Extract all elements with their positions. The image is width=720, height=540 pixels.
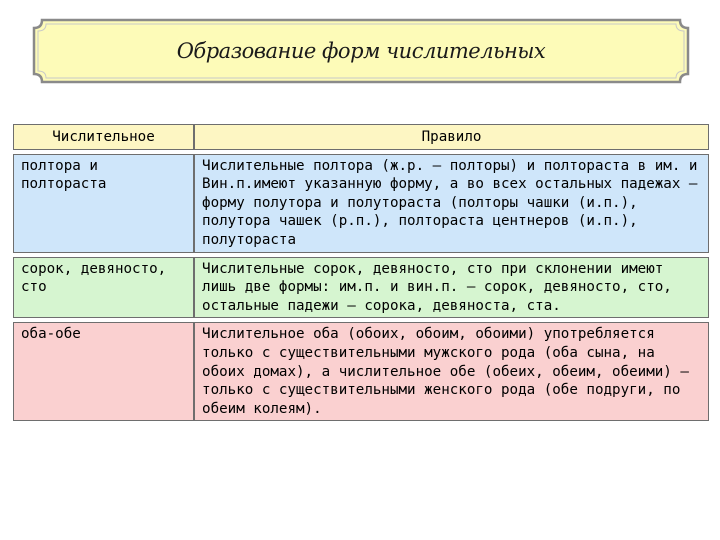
numeral-cell: оба-обе: [13, 322, 194, 421]
table-row: [13, 257, 709, 319]
table-row: [13, 154, 709, 253]
title-plaque: [32, 18, 690, 84]
table-row: [13, 322, 709, 421]
header-numeral: Числительное: [13, 124, 194, 150]
numeral-cell: полтора и полтораста: [13, 154, 194, 253]
rule-cell: Числительные полтора (ж.р. — полторы) и полтораста в им. и Вин.п.имеют указанную форму, а во всех остальных падежах — форму полутора и полутораста (полторы чашки (и.п.), полутора чашек (р.п.), полтораста центнеров (и.п.), полутораста: [194, 154, 709, 253]
page-title: Образование форм числительных: [176, 39, 546, 63]
numeral-cell: сорок, девяносто, сто: [13, 257, 194, 319]
numerals-table: [13, 120, 709, 425]
rule-cell: Числительное оба (обоих, обоим, обоими) употребляется только с существительными мужского рода (оба сына, на обоих домах), а числительное обе (обеих, обеим, обеими) — только с существительными женского рода (обе подруги, по обеим колеям).: [194, 322, 709, 421]
header-rule: Правило: [194, 124, 709, 150]
table-header-row: [13, 124, 709, 150]
rule-cell: Числительные сорок, девяносто, сто при склонении имеют лишь две формы: им.п. и вин.п. — сорок, девяносто, сто, остальные падежи — сорока, девяноста, ста.: [194, 257, 709, 319]
